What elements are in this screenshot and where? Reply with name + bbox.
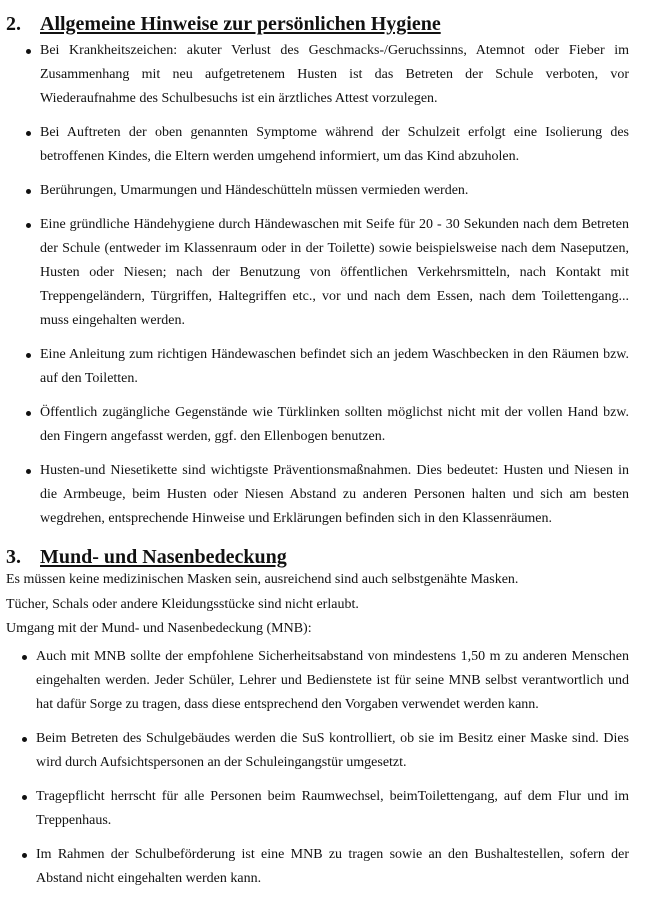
bullet-icon <box>22 655 27 660</box>
bullet-icon <box>26 49 31 54</box>
list-item <box>0 343 651 391</box>
bullet-icon <box>22 737 27 742</box>
list-item <box>0 121 651 169</box>
list-item-text: Öffentlich zugängliche Gegenstände wie Türklinken sollten möglichst nicht mit der vollen Hand bzw. den Fingern angefasst werden, ggf. den Ellenbogen benutzen. <box>40 405 629 444</box>
list-item <box>0 459 651 531</box>
list-item <box>0 213 651 333</box>
list-item-text: Beim Betreten des Schulgebäudes werden die SuS kontrolliert, ob sie im Besitz einer Maske sind. Dies wird durch Aufsichtspersonen an der Schuleingangstür umgesetzt. <box>36 731 629 770</box>
list-item-text: Eine gründliche Händehygiene durch Händewaschen mit Seife für 20 - 30 Sekunden nach dem Betreten der Schule (entweder im Klassenraum oder in der Toilette) sowie beispielsweise nach dem Naseputzen, Husten oder Niesen; nach der Benutzung von öffentlichen Verkehrsmitteln, nach Kontakt mit Treppengeländern, Türgriffen, Haltegriffen etc., vor und nach dem Essen, nach dem Toilettengang... muss eingehalten werden. <box>40 217 629 328</box>
list-item <box>0 785 651 833</box>
list-item <box>0 39 651 111</box>
bullet-icon <box>26 469 31 474</box>
section-3-intro-line: Es müssen keine medizinischen Masken sein, ausreichend sind auch selbstgenähte Masken. <box>6 572 519 587</box>
section-3-number: 3. <box>6 546 21 568</box>
list-item-text: Eine Anleitung zum richtigen Händewaschen befindet sich an jedem Waschbecken in den Räumen bzw. auf den Toiletten. <box>40 347 629 386</box>
list-item-text: Husten-und Niesetikette sind wichtigste Präventionsmaßnahmen. Dies bedeutet: Husten und Niesen in die Armbeuge, beim Husten oder Niesen Abstand zu anderen Personen halten und sich am besten wegdrehen, entsprechende Hinweise und Erklärungen befinden sich in den Klassenräumen. <box>40 463 629 526</box>
section-3-bullet-list <box>0 645 651 901</box>
bullet-icon <box>22 853 27 858</box>
list-item-text: Auch mit MNB sollte der empfohlene Sicherheitsabstand von mindestens 1,50 m zu anderen Menschen eingehalten werden. Jeder Schüler, Lehrer und Bedienstete ist für seine MNB selbst verantwortlich und hat dafür Sorge zu tragen, dass diese entsprechend den Vorgaben verwendet werden kann. <box>36 649 629 712</box>
section-2-number: 2. <box>6 13 21 35</box>
list-item-text: Im Rahmen der Schulbeförderung ist eine MNB zu tragen sowie an den Bushaltestellen, sofern der Abstand nicht eingehalten werden kann. <box>36 847 629 886</box>
section-2-title: Allgemeine Hinweise zur persönlichen Hygiene <box>40 13 441 35</box>
list-item <box>0 727 651 775</box>
section-2-heading <box>6 12 441 36</box>
section-2-bullet-list <box>0 39 651 541</box>
list-item <box>0 645 651 717</box>
bullet-icon <box>26 223 31 228</box>
bullet-icon <box>26 411 31 416</box>
bullet-icon <box>26 189 31 194</box>
bullet-icon <box>26 353 31 358</box>
list-item-text: Bei Auftreten der oben genannten Symptome während der Schulzeit erfolgt eine Isolierung des betroffenen Kindes, die Eltern werden umgehend informiert, um das Kind abzuholen. <box>40 125 629 164</box>
list-item <box>0 179 651 203</box>
bullet-icon <box>26 131 31 136</box>
bullet-icon <box>22 795 27 800</box>
section-3-heading <box>6 545 287 569</box>
list-item-text: Berührungen, Umarmungen und Händeschütteln müssen vermieden werden. <box>40 183 469 198</box>
list-item-text: Bei Krankheitszeichen: akuter Verlust des Geschmacks-/Geruchssinns, Atemnot oder Fieber im Zusammenhang mit neu aufgetretenem Husten ist das Betreten der Schule verboten, vor Wiederaufnahme des Schulbesuchs ist ein ärztliches Attest vorzulegen. <box>40 43 629 106</box>
list-item <box>0 843 651 891</box>
section-3-intro-line: Umgang mit der Mund- und Nasenbedeckung (MNB): <box>6 621 312 636</box>
list-item-text: Tragepflicht herrscht für alle Personen beim Raumwechsel, beimToilettengang, auf dem Flur und im Treppenhaus. <box>36 789 629 828</box>
section-3-title: Mund- und Nasenbedeckung <box>40 546 287 568</box>
section-3-intro-line: Tücher, Schals oder andere Kleidungsstücke sind nicht erlaubt. <box>6 597 359 612</box>
list-item <box>0 401 651 449</box>
